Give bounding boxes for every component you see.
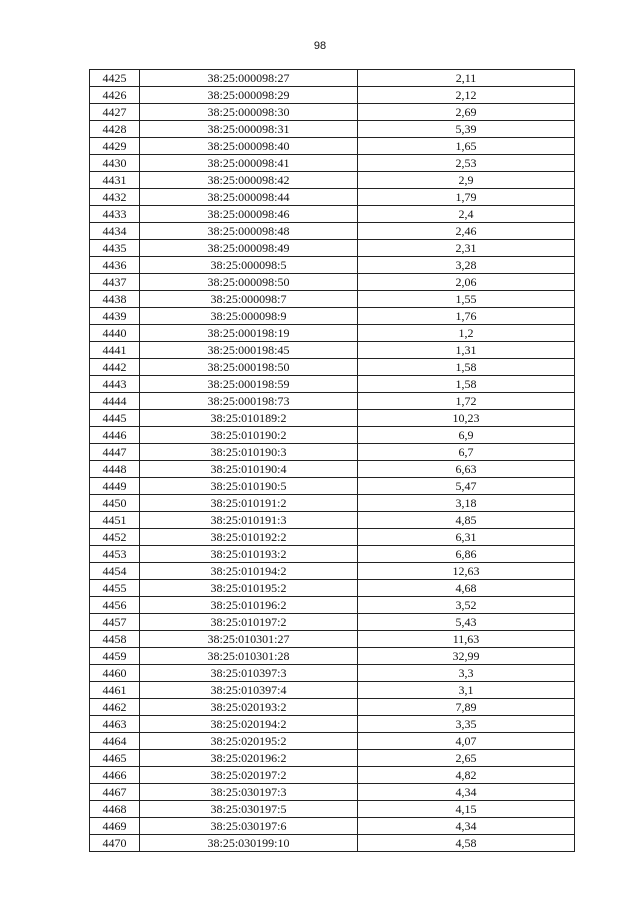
table-row — [90, 699, 575, 716]
table-row — [90, 529, 575, 546]
row-number-cell: 4465 — [90, 750, 140, 767]
cadastral-number-cell: 38:25:030197:6 — [140, 818, 358, 835]
table-row — [90, 376, 575, 393]
table-row — [90, 716, 575, 733]
cadastral-number-cell: 38:25:010190:2 — [140, 427, 358, 444]
cadastral-number-cell: 38:25:020194:2 — [140, 716, 358, 733]
cadastral-number-cell: 38:25:000098:50 — [140, 274, 358, 291]
value-cell: 4,85 — [358, 512, 575, 529]
cadastral-number-cell: 38:25:000098:46 — [140, 206, 358, 223]
cadastral-number-cell: 38:25:010194:2 — [140, 563, 358, 580]
row-number-cell: 4440 — [90, 325, 140, 342]
cadastral-number-cell: 38:25:010192:2 — [140, 529, 358, 546]
table-row — [90, 274, 575, 291]
page-number: 98 — [313, 40, 327, 52]
row-number-cell: 4447 — [90, 444, 140, 461]
value-cell: 3,52 — [358, 597, 575, 614]
row-number-cell: 4468 — [90, 801, 140, 818]
row-number-cell: 4463 — [90, 716, 140, 733]
row-number-cell: 4441 — [90, 342, 140, 359]
value-cell: 4,34 — [358, 818, 575, 835]
row-number-cell: 4469 — [90, 818, 140, 835]
value-cell: 1,58 — [358, 376, 575, 393]
value-cell: 1,58 — [358, 359, 575, 376]
table-row — [90, 563, 575, 580]
cadastral-number-cell: 38:25:010190:4 — [140, 461, 358, 478]
row-number-cell: 4459 — [90, 648, 140, 665]
table-row — [90, 291, 575, 308]
value-cell: 3,1 — [358, 682, 575, 699]
row-number-cell: 4425 — [90, 70, 140, 87]
table-row — [90, 818, 575, 835]
cadastral-number-cell: 38:25:000098:49 — [140, 240, 358, 257]
value-cell: 11,63 — [358, 631, 575, 648]
cadastral-number-cell: 38:25:000198:73 — [140, 393, 358, 410]
value-cell: 5,47 — [358, 478, 575, 495]
value-cell: 4,82 — [358, 767, 575, 784]
row-number-cell: 4452 — [90, 529, 140, 546]
table-row — [90, 206, 575, 223]
row-number-cell: 4458 — [90, 631, 140, 648]
cadastral-number-cell: 38:25:010196:2 — [140, 597, 358, 614]
value-cell: 1,55 — [358, 291, 575, 308]
row-number-cell: 4443 — [90, 376, 140, 393]
value-cell: 6,86 — [358, 546, 575, 563]
table-row — [90, 631, 575, 648]
table-row — [90, 495, 575, 512]
row-number-cell: 4434 — [90, 223, 140, 240]
value-cell: 2,12 — [358, 87, 575, 104]
value-cell: 2,4 — [358, 206, 575, 223]
cadastral-number-cell: 38:25:010197:2 — [140, 614, 358, 631]
value-cell: 5,43 — [358, 614, 575, 631]
table-row — [90, 104, 575, 121]
value-cell: 1,65 — [358, 138, 575, 155]
cadastral-number-cell: 38:25:020193:2 — [140, 699, 358, 716]
value-cell: 4,68 — [358, 580, 575, 597]
cadastral-number-cell: 38:25:000098:7 — [140, 291, 358, 308]
row-number-cell: 4455 — [90, 580, 140, 597]
row-number-cell: 4435 — [90, 240, 140, 257]
table-row — [90, 223, 575, 240]
cadastral-number-cell: 38:25:000098:30 — [140, 104, 358, 121]
cadastral-number-cell: 38:25:010189:2 — [140, 410, 358, 427]
cadastral-number-cell: 38:25:010190:5 — [140, 478, 358, 495]
table-row — [90, 580, 575, 597]
value-cell: 2,65 — [358, 750, 575, 767]
table-row — [90, 308, 575, 325]
cadastral-number-cell: 38:25:030197:5 — [140, 801, 358, 818]
row-number-cell: 4427 — [90, 104, 140, 121]
table-row — [90, 614, 575, 631]
row-number-cell: 4437 — [90, 274, 140, 291]
cadastral-number-cell: 38:25:000198:45 — [140, 342, 358, 359]
row-number-cell: 4446 — [90, 427, 140, 444]
value-cell: 1,72 — [358, 393, 575, 410]
table-row — [90, 444, 575, 461]
row-number-cell: 4456 — [90, 597, 140, 614]
row-number-cell: 4428 — [90, 121, 140, 138]
row-number-cell: 4433 — [90, 206, 140, 223]
row-number-cell: 4429 — [90, 138, 140, 155]
value-cell: 2,46 — [358, 223, 575, 240]
value-cell: 6,7 — [358, 444, 575, 461]
row-number-cell: 4442 — [90, 359, 140, 376]
cadastral-number-cell: 38:25:010397:3 — [140, 665, 358, 682]
table-row — [90, 410, 575, 427]
cadastral-number-cell: 38:25:010397:4 — [140, 682, 358, 699]
table-row — [90, 682, 575, 699]
row-number-cell: 4466 — [90, 767, 140, 784]
cadastral-number-cell: 38:25:020197:2 — [140, 767, 358, 784]
value-cell: 3,3 — [358, 665, 575, 682]
value-cell: 4,34 — [358, 784, 575, 801]
table-row — [90, 257, 575, 274]
value-cell: 4,15 — [358, 801, 575, 818]
row-number-cell: 4467 — [90, 784, 140, 801]
cadastral-number-cell: 38:25:020196:2 — [140, 750, 358, 767]
value-cell: 2,06 — [358, 274, 575, 291]
table-row — [90, 393, 575, 410]
table-row — [90, 138, 575, 155]
value-cell: 2,53 — [358, 155, 575, 172]
row-number-cell: 4445 — [90, 410, 140, 427]
table-row — [90, 87, 575, 104]
row-number-cell: 4464 — [90, 733, 140, 750]
cadastral-number-cell: 38:25:000098:48 — [140, 223, 358, 240]
value-cell: 3,28 — [358, 257, 575, 274]
row-number-cell: 4454 — [90, 563, 140, 580]
table-row — [90, 665, 575, 682]
value-cell: 3,18 — [358, 495, 575, 512]
row-number-cell: 4451 — [90, 512, 140, 529]
cadastral-number-cell: 38:25:030197:3 — [140, 784, 358, 801]
row-number-cell: 4453 — [90, 546, 140, 563]
table-row — [90, 342, 575, 359]
row-number-cell: 4470 — [90, 835, 140, 852]
value-cell: 7,89 — [358, 699, 575, 716]
value-cell: 1,2 — [358, 325, 575, 342]
table-row — [90, 70, 575, 87]
value-cell: 6,63 — [358, 461, 575, 478]
table-row — [90, 648, 575, 665]
value-cell: 6,9 — [358, 427, 575, 444]
cadastral-number-cell: 38:25:010193:2 — [140, 546, 358, 563]
value-cell: 4,58 — [358, 835, 575, 852]
row-number-cell: 4430 — [90, 155, 140, 172]
table-row — [90, 733, 575, 750]
cadastral-number-cell: 38:25:000198:59 — [140, 376, 358, 393]
value-cell: 1,76 — [358, 308, 575, 325]
row-number-cell: 4432 — [90, 189, 140, 206]
cadastral-number-cell: 38:25:000098:5 — [140, 257, 358, 274]
cadastral-number-cell: 38:25:010195:2 — [140, 580, 358, 597]
cadastral-number-cell: 38:25:030199:10 — [140, 835, 358, 852]
cadastral-number-cell: 38:25:010301:28 — [140, 648, 358, 665]
cadastral-number-cell: 38:25:010301:27 — [140, 631, 358, 648]
value-cell: 2,31 — [358, 240, 575, 257]
table-row — [90, 427, 575, 444]
value-cell: 6,31 — [358, 529, 575, 546]
cadastral-number-cell: 38:25:010191:2 — [140, 495, 358, 512]
value-cell: 5,39 — [358, 121, 575, 138]
row-number-cell: 4462 — [90, 699, 140, 716]
table-row — [90, 512, 575, 529]
row-number-cell: 4438 — [90, 291, 140, 308]
value-cell: 1,31 — [358, 342, 575, 359]
cadastral-number-cell: 38:25:010191:3 — [140, 512, 358, 529]
cadastral-number-cell: 38:25:000098:44 — [140, 189, 358, 206]
table-row — [90, 359, 575, 376]
table-row — [90, 835, 575, 852]
table-row — [90, 478, 575, 495]
value-cell: 1,79 — [358, 189, 575, 206]
row-number-cell: 4431 — [90, 172, 140, 189]
row-number-cell: 4426 — [90, 87, 140, 104]
value-cell: 12,63 — [358, 563, 575, 580]
value-cell: 32,99 — [358, 648, 575, 665]
value-cell: 10,23 — [358, 410, 575, 427]
cadastral-number-cell: 38:25:000098:42 — [140, 172, 358, 189]
row-number-cell: 4461 — [90, 682, 140, 699]
cadastral-number-cell: 38:25:010190:3 — [140, 444, 358, 461]
value-cell: 2,11 — [358, 70, 575, 87]
value-cell: 2,9 — [358, 172, 575, 189]
cadastral-number-cell: 38:25:000098:9 — [140, 308, 358, 325]
row-number-cell: 4450 — [90, 495, 140, 512]
row-number-cell: 4448 — [90, 461, 140, 478]
cadastral-number-cell: 38:25:000098:40 — [140, 138, 358, 155]
table-row — [90, 784, 575, 801]
cadastral-number-cell: 38:25:000198:50 — [140, 359, 358, 376]
table-row — [90, 240, 575, 257]
cadastral-number-cell: 38:25:000098:31 — [140, 121, 358, 138]
table-row — [90, 461, 575, 478]
table-row — [90, 155, 575, 172]
table-row — [90, 767, 575, 784]
value-cell: 2,69 — [358, 104, 575, 121]
value-cell: 4,07 — [358, 733, 575, 750]
row-number-cell: 4457 — [90, 614, 140, 631]
row-number-cell: 4449 — [90, 478, 140, 495]
table-row — [90, 801, 575, 818]
table-row — [90, 189, 575, 206]
table-body — [90, 70, 575, 852]
cadastral-table — [89, 69, 575, 852]
row-number-cell: 4444 — [90, 393, 140, 410]
value-cell: 3,35 — [358, 716, 575, 733]
table-row — [90, 121, 575, 138]
cadastral-number-cell: 38:25:000198:19 — [140, 325, 358, 342]
cadastral-number-cell: 38:25:000098:27 — [140, 70, 358, 87]
cadastral-number-cell: 38:25:020195:2 — [140, 733, 358, 750]
row-number-cell: 4436 — [90, 257, 140, 274]
table-row — [90, 597, 575, 614]
table-row — [90, 172, 575, 189]
row-number-cell: 4460 — [90, 665, 140, 682]
table-row — [90, 750, 575, 767]
cadastral-number-cell: 38:25:000098:29 — [140, 87, 358, 104]
row-number-cell: 4439 — [90, 308, 140, 325]
table-row — [90, 546, 575, 563]
table-row — [90, 325, 575, 342]
cadastral-number-cell: 38:25:000098:41 — [140, 155, 358, 172]
